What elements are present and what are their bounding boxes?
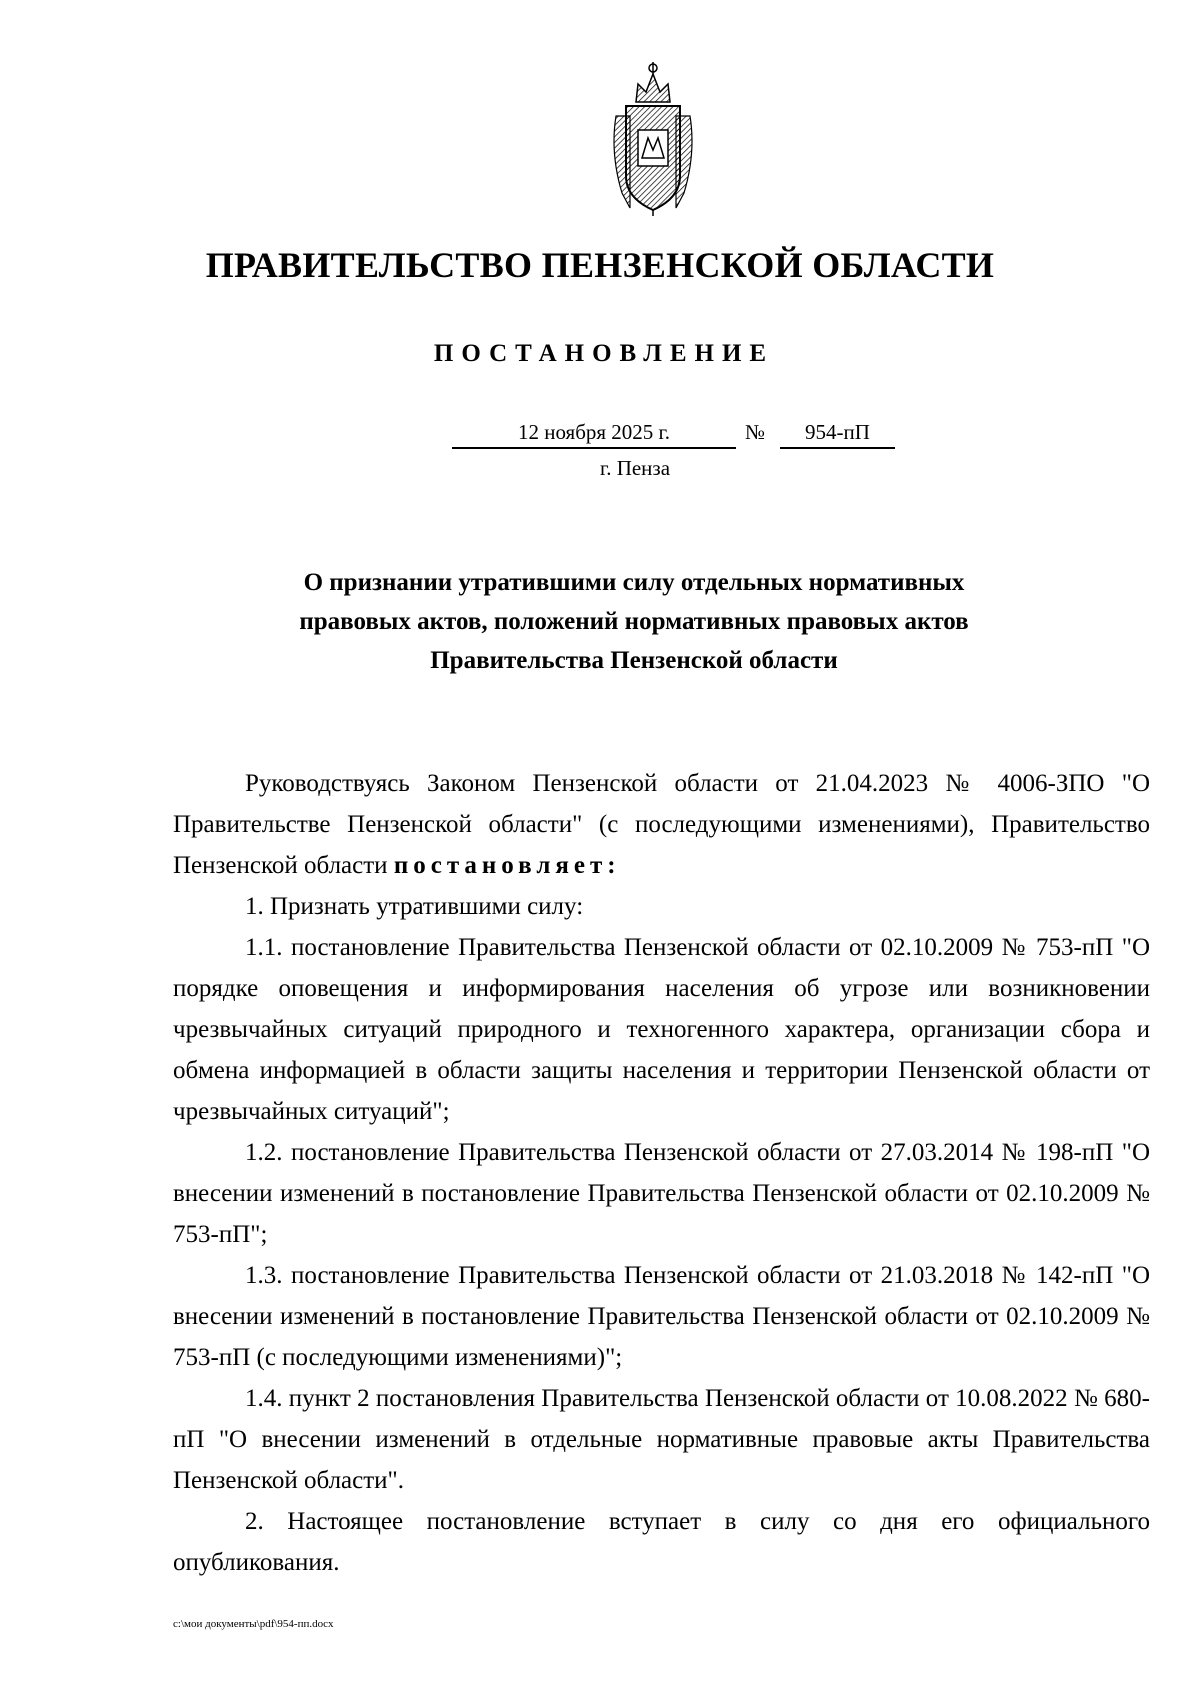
file-path-footer: c:\мои документы\pdf\954-пп.docx — [173, 1618, 334, 1630]
item-1-4: 1.4. пункт 2 постановления Правительства Пензенской области от 10.08.2022 № 680-пП "О внесении изменений в отдельные нормативные правовые акты Правительства Пензенской области". — [173, 1385, 1150, 1494]
document-number: 954-пП — [780, 417, 895, 449]
item-1-1: 1.1. постановление Правительства Пензенской области от 02.10.2009 № 753-пП "О порядке оповещения и информирования населения об угрозе или возникновении чрезвычайных ситуаций природного и техногенного характера, организации сбора и обмена информацией в области защиты населения и территории Пензенской области от чрезвычайных ситуаций"; — [173, 934, 1150, 1125]
item-1-2: 1.2. постановление Правительства Пензенской области от 27.03.2014 № 198-пП "О внесении изменений в постановление Правительства Пензенской области от 02.10.2009 № 753-пП"; — [173, 1139, 1150, 1248]
document-body — [173, 763, 1150, 1583]
number-sign: № — [745, 420, 766, 444]
document-subject — [200, 563, 1068, 680]
document-type: ПОСТАНОВЛЕНИЕ — [433, 340, 775, 367]
organization-title: ПРАВИТЕЛЬСТВО ПЕНЗЕНСКОЙ ОБЛАСТИ — [205, 245, 995, 285]
preamble-text: Руководствуясь Законом Пензенской области от 21.04.2023 № 4006-ЗПО "О Правительстве Пензенской области" (с последующими изменениями), Правительство Пензенской области — [173, 770, 1150, 879]
subject-line: правовых актов, положений нормативных правовых актов — [299, 608, 969, 635]
subject-line: О признании утратившими силу отдельных нормативных — [303, 569, 965, 596]
resolves-word: постановляет: — [393, 852, 621, 879]
item-1: 1. Признать утратившими силу: — [245, 893, 584, 920]
preamble-paragraph — [173, 763, 1150, 886]
item-1-3: 1.3. постановление Правительства Пензенской области от 21.03.2018 № 142-пП "О внесении изменений в постановление Правительства Пензенской области от 02.10.2009 № 753-пП (с последующими изменениями)"; — [173, 1262, 1150, 1371]
subject-line: Правительства Пензенской области — [430, 647, 838, 674]
document-date: 12 ноября 2025 г. — [452, 417, 736, 449]
item-2: 2. Настоящее постановление вступает в силу со дня его официального опубликования. — [173, 1508, 1150, 1576]
coat-of-arms-icon — [608, 58, 698, 218]
document-city: г. Пенза — [599, 456, 671, 480]
